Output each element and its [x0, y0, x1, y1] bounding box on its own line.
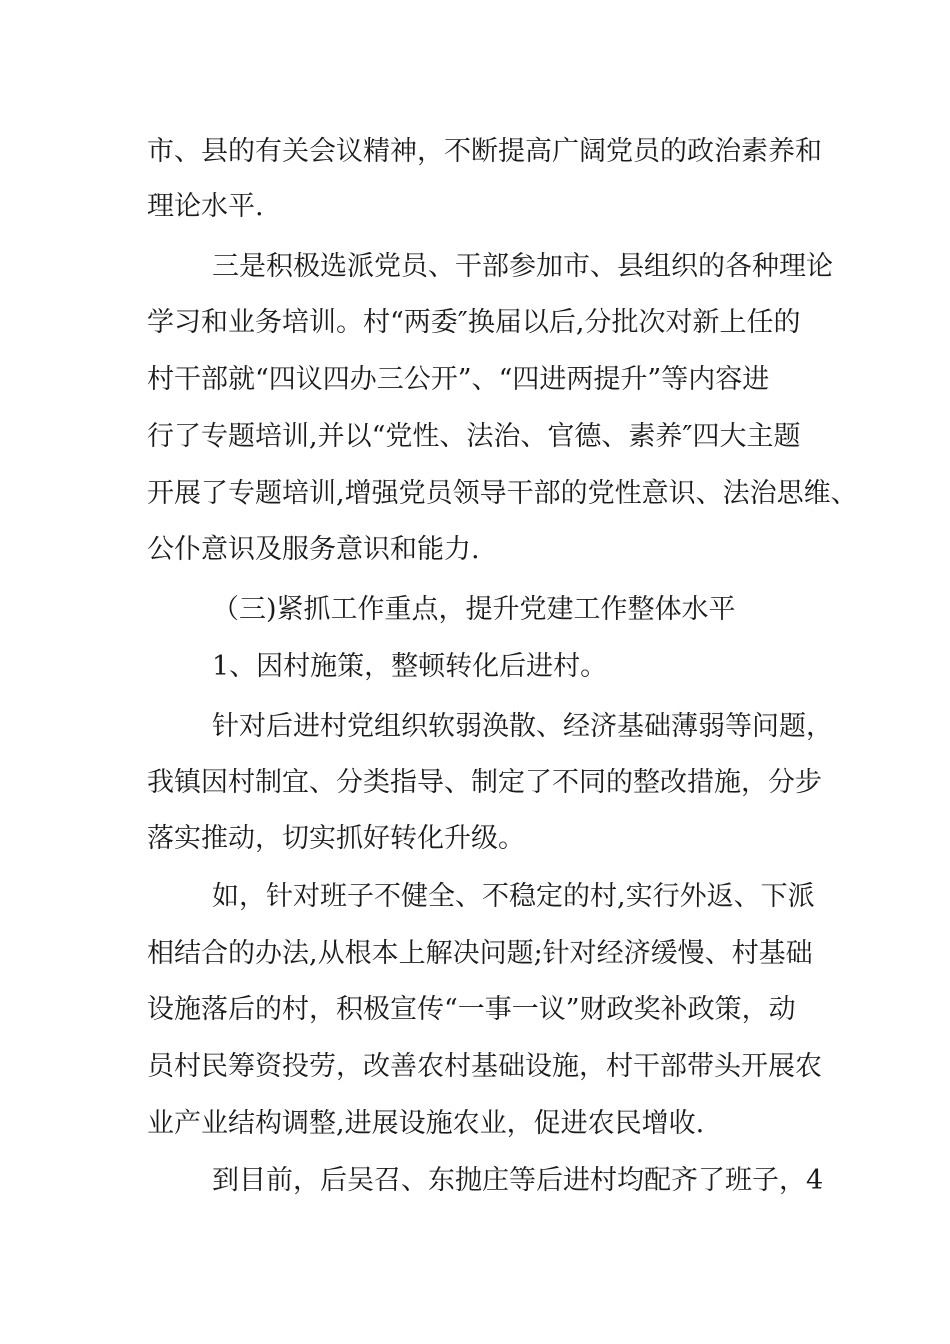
text-line-16: 设施落后的村，积极宣传“一事一议”财政奖补政策，动 — [147, 994, 796, 1025]
section-heading: （三)紧抓工作重点，提升党建工作整体水平 — [212, 594, 736, 625]
subsection-heading: 1、因村施策，整顿转化后进村。 — [212, 651, 608, 682]
text-line-12: 我镇因村制宜、分类指导、制定了不同的整改措施，分步 — [147, 767, 822, 798]
text-line-8: 公仆意识及服务意识和能力. — [147, 534, 480, 565]
text-line-6: 行了专题培训,并以“党性、法治、官德、素养″四大主题 — [147, 421, 801, 452]
text-line-5: 村干部就“四议四办三公开”、“四进两提升”等内容进 — [147, 364, 770, 395]
text-line-18: 业产业结构调整,进展设施农业，促进农民增收. — [147, 1108, 705, 1139]
text-line-19: 到目前，后吴召、东抛庄等后进村均配齐了班子，4 — [212, 1165, 824, 1196]
text-line-7: 开展了专题培训,增强党员领导干部的党性意识、法治思维、 — [147, 478, 858, 509]
text-line-1: 市、县的有关会议精神，不断提高广阔党员的政治素养和 — [147, 136, 822, 167]
text-line-2: 理论水平. — [147, 191, 264, 222]
text-line-14: 如，针对班子不健全、不稳定的村,实行外返、下派 — [212, 881, 815, 912]
text-line-11: 针对后进村党组织软弱涣散、经济基础薄弱等问题， — [212, 711, 833, 742]
text-line-15: 相结合的办法,从根本上解决问题;针对经济缓慢、村基础 — [147, 938, 813, 969]
text-line-17: 员村民筹资投劳，改善农村基础设施，村干部带头开展农 — [147, 1051, 822, 1082]
text-line-3: 三是积极选派党员、干部参加市、县组织的各种理论 — [212, 251, 833, 282]
text-line-4: 学习和业务培训。村“两委″换届以后,分批次对新上任的 — [147, 307, 801, 338]
text-line-13: 落实推动，切实抓好转化升级。 — [147, 823, 525, 854]
